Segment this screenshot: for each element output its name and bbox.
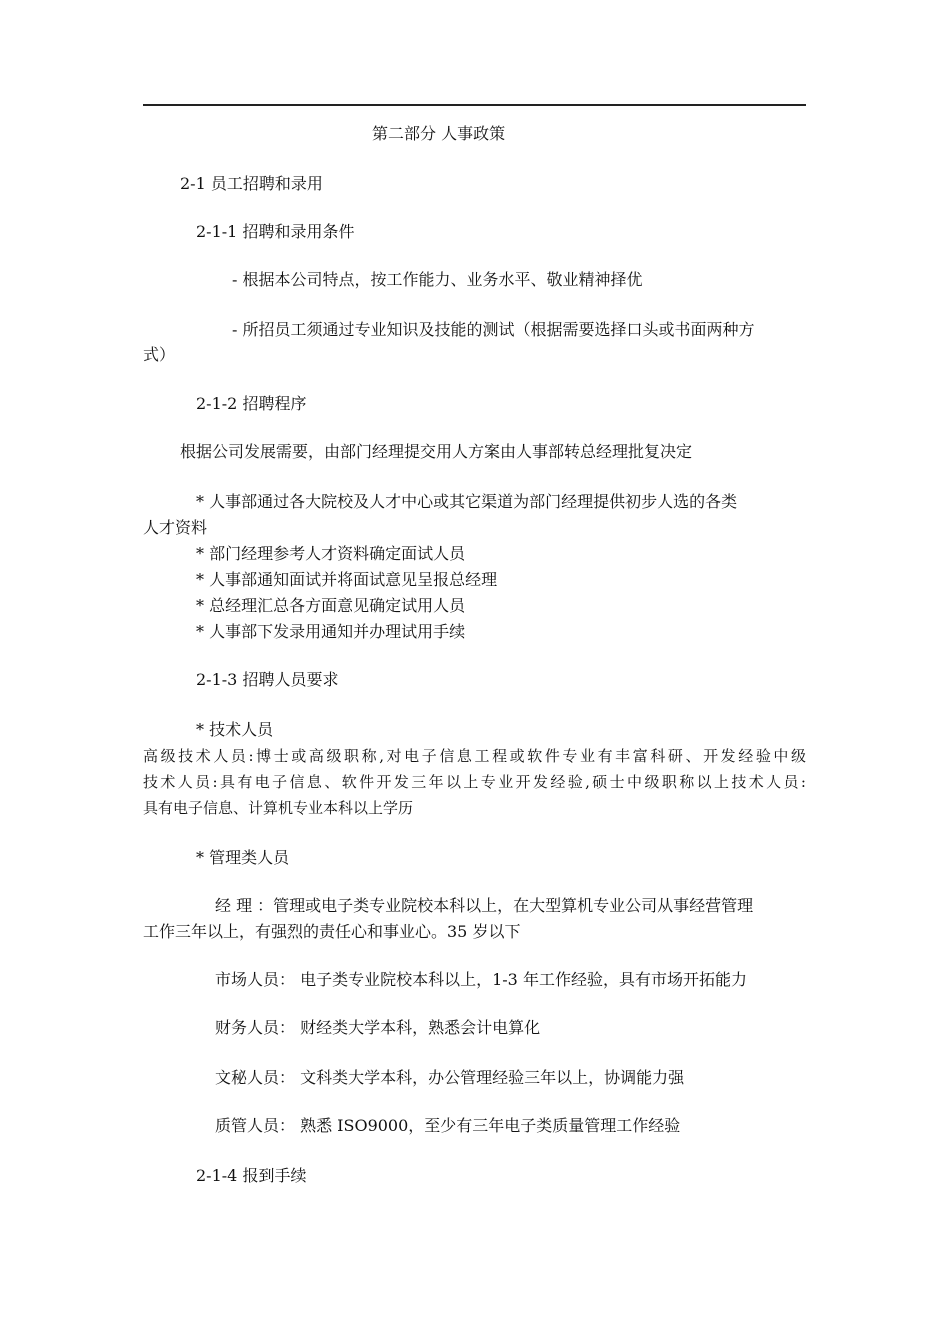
tech-staff-heading: * 技术人员 xyxy=(196,720,274,739)
manager-requirement-line-1: 经 理 ：管理或电子类专业院校本科以上，在大型算机专业公司从事经营管理 xyxy=(215,896,754,915)
quality-requirement: 质管人员： 熟悉 ISO9000，至少有三年电子类质量管理工作经验 xyxy=(215,1116,681,1135)
subsection-heading-2-1-2: 2-1-2 招聘程序 xyxy=(196,394,307,413)
manager-requirement-line-2: 工作三年以上，有强烈的责任心和事业心。35 岁以下 xyxy=(143,922,521,941)
procedure-step-4: * 总经理汇总各方面意见确定试用人员 xyxy=(196,596,466,615)
procedure-step-1-line-1: * 人事部通过各大院校及人才中心或其它渠道为部门经理提供初步人选的各类 xyxy=(196,492,738,511)
section-heading-2-1: 2-1 员工招聘和录用 xyxy=(180,174,323,193)
page-title: 第二部分 人事政策 xyxy=(372,124,506,143)
tech-staff-line-1: 高级技术人员:博士或高级职称,对电子信息工程或软件专业有丰富科研、开发经验中级 xyxy=(143,747,806,765)
subsection-heading-2-1-1: 2-1-1 招聘和录用条件 xyxy=(196,222,355,241)
finance-requirement: 财务人员： 财经类大学本科，熟悉会计电算化 xyxy=(215,1018,541,1037)
subsection-heading-2-1-4: 2-1-4 报到手续 xyxy=(196,1166,307,1185)
top-rule xyxy=(143,104,806,106)
condition-item-2-line-2: 式） xyxy=(143,345,176,364)
condition-item-2-line-1: - 所招员工须通过专业知识及技能的测试（根据需要选择口头或书面两种方 xyxy=(232,320,755,339)
secretary-requirement: 文秘人员： 文科类大学本科，办公管理经验三年以上，协调能力强 xyxy=(215,1068,685,1087)
tech-staff-line-2: 技术人员:具有电子信息、软件开发三年以上专业开发经验,硕士中级职称以上技术人员: xyxy=(143,773,806,791)
tech-staff-line-3: 具有电子信息、计算机专业本科以上学历 xyxy=(143,799,414,817)
subsection-heading-2-1-3: 2-1-3 招聘人员要求 xyxy=(196,670,339,689)
procedure-step-5: * 人事部下发录用通知并办理试用手续 xyxy=(196,622,466,641)
procedure-step-2: * 部门经理参考人才资料确定面试人员 xyxy=(196,544,466,563)
procedure-step-3: * 人事部通知面试并将面试意见呈报总经理 xyxy=(196,570,498,589)
management-staff-heading: * 管理类人员 xyxy=(196,848,290,867)
procedure-step-1-line-2: 人才资料 xyxy=(143,518,208,537)
marketing-requirement: 市场人员： 电子类专业院校本科以上，1-3 年工作经验，具有市场开拓能力 xyxy=(215,970,747,989)
procedure-intro: 根据公司发展需要，由部门经理提交用人方案由人事部转总经理批复决定 xyxy=(180,442,693,461)
condition-item-1: - 根据本公司特点，按工作能力、业务水平、敬业精神择优 xyxy=(232,270,643,289)
